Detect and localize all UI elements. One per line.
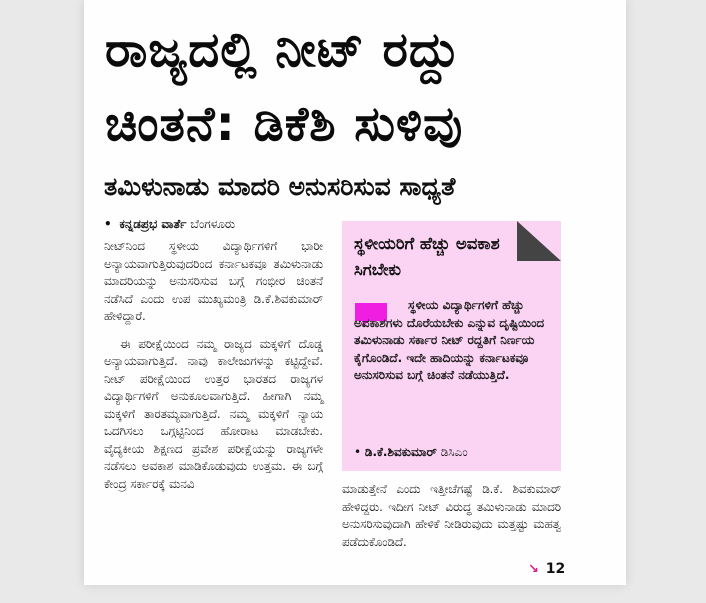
speaker-role: ಡಿಸಿಎಂ <box>440 445 468 459</box>
byline-city: ಬೆಂಗಳೂರು <box>190 217 236 231</box>
byline-publication: ಕನ್ನಡಪ್ರಭ ವಾರ್ತೆ <box>119 217 187 231</box>
quote-box-quote <box>354 297 554 385</box>
quote-attribution <box>354 445 468 460</box>
article-paragraph: ಮಾಡುತ್ತೇನೆ ಎಂದು ಇತ್ತೀಚೆಗಷ್ಟೆ ಡಿ.ಕೆ. ಶಿವಕುಮಾರ್ ಹೇಳಿದ್ದರು. ಇದೀಗ ನೀಟ್ ವಿರುದ್ಧ ತಮಿಳುನಾಡು ಮಾದರಿ ಅನುಸರಿಸುವುದಾಗಿ ಹೇಳಿಕೆ ನೀಡಿರುವುದು ಮತ್ತಷ್ಟು ಮಹತ್ವ ಪಡೆದುಕೊಂಡಿದೆ. <box>342 482 561 549</box>
continued-page-number: 12 <box>545 561 566 577</box>
quote-box-title: ಸ್ಥಳೀಯರಿಗೆ ಹೆಚ್ಚು ಅವಕಾಶ ಸಿಗಬೇಕು <box>354 234 500 279</box>
quote-text: ಸ್ಥಳೀಯ ವಿದ್ಯಾರ್ಥಿಗಳಿಗೆ ಹೆಚ್ಚು ಅವಕಾಶಗಳು ದೊರೆಯಬೇಕು ಎನ್ನುವ ದೃಷ್ಟಿಯಿಂದ ತಮಿಳುನಾಡು ಸರ್ಕಾರ ನೀಟ್ ರದ್ದತಿಗೆ ನಿರ್ಣಯ ಕೈಗೊಂಡಿದೆ. ಇದೇ ಹಾದಿಯನ್ನು ಕರ್ನಾಟಕವೂ ಅನುಸರಿಸುವ ಬಗ್ಗೆ ಚಿಂತನೆ ನಡೆಯುತ್ತಿದೆ. <box>354 298 545 383</box>
subheadline: ತಮಿಳುನಾಡು ಮಾದರಿ ಅನುಸರಿಸುವ ಸಾಧ್ಯತೆ <box>104 172 456 201</box>
byline <box>104 217 235 232</box>
quote-box <box>342 221 561 471</box>
continued-on-page <box>528 561 565 577</box>
continue-arrow-icon: ↘ <box>528 562 539 577</box>
article-paragraph: ನೀಟ್‌ನಿಂದ ಸ್ಥಳೀಯ ವಿದ್ಯಾರ್ಥಿಗಳಿಗೆ ಭಾರೀ ಅನ್ಯಾಯವಾಗುತ್ತಿರುವುದರಿಂದ ಕರ್ನಾಟಕವೂ ತಮಿಳುನಾಡು ಮಾದರಿಯನ್ನು ಅನುಸರಿಸುವ ಬಗ್ಗೆ ಗಂಭೀರ ಚಿಂತನೆ ನಡೆಸಿದೆ ಎಂದು ಉಪ ಮುಖ್ಯಮಂತ್ರಿ ಡಿ.ಕೆ.ಶಿವಕುಮಾರ್ ಹೇಳಿದ್ದಾರೆ. <box>104 239 323 323</box>
headline-line-2: ಚಿಂತನೆ: ಡಿಕೆಶಿ ಸುಳಿವು <box>105 96 464 152</box>
article-left-column <box>104 238 323 493</box>
article-right-column <box>342 481 561 551</box>
byline-bullet: • <box>104 217 112 231</box>
speaker-name: ಡಿ.ಕೆ.ಶಿವಕುಮಾರ್ <box>364 445 437 459</box>
page-corner-triangle <box>517 221 561 261</box>
headline-line-1: ರಾಜ್ಯದಲ್ಲಿ ನೀಟ್ ರದ್ದು <box>105 22 461 78</box>
attribution-bullet: • <box>354 445 362 459</box>
article-paragraph: ಈ ಪರೀಕ್ಷೆಯಿಂದ ನಮ್ಮ ರಾಜ್ಯದ ಮಕ್ಕಳಿಗೆ ದೊಡ್ಡ ಅನ್ಯಾಯವಾಗುತ್ತಿದೆ. ನಾವು ಕಾಲೇಜುಗಳನ್ನು ಕಟ್ಟಿದ್ದೇವೆ. ನೀಟ್ ಪರೀಕ್ಷೆಯಿಂದ ಉತ್ತರ ಭಾರತದ ರಾಜ್ಯಗಳ ವಿದ್ಯಾರ್ಥಿಗಳಿಗೆ ಅನುಕೂಲವಾಗುತ್ತಿದೆ. ಹೀಗಾಗಿ ನಮ್ಮ ಮಕ್ಕಳಿಗೆ ತಾರತಮ್ಯವಾಗುತ್ತಿದೆ. ನಮ್ಮ ಮಕ್ಕಳಿಗೆ ನ್ಯಾಯ ಒದಗಿಸಲು ಒಗ್ಗಟ್ಟಿನಿಂದ ಹೋರಾಟ ಮಾಡಬೇಕು. ವೈದ್ಯಕೀಯ ಶಿಕ್ಷಣದ ಪ್ರವೇಶ ಪರೀಕ್ಷೆಯನ್ನು ರಾಜ್ಯಗಳೇ ನಡೆಸಲು ಅವಕಾಶ ಮಾಡಿಕೊಡುವುದು ಉತ್ತಮ. ಈ ಬಗ್ಗೆ ಕೇಂದ್ರ ಸರ್ಕಾರಕ್ಕೆ ಮನವಿ <box>104 336 323 491</box>
